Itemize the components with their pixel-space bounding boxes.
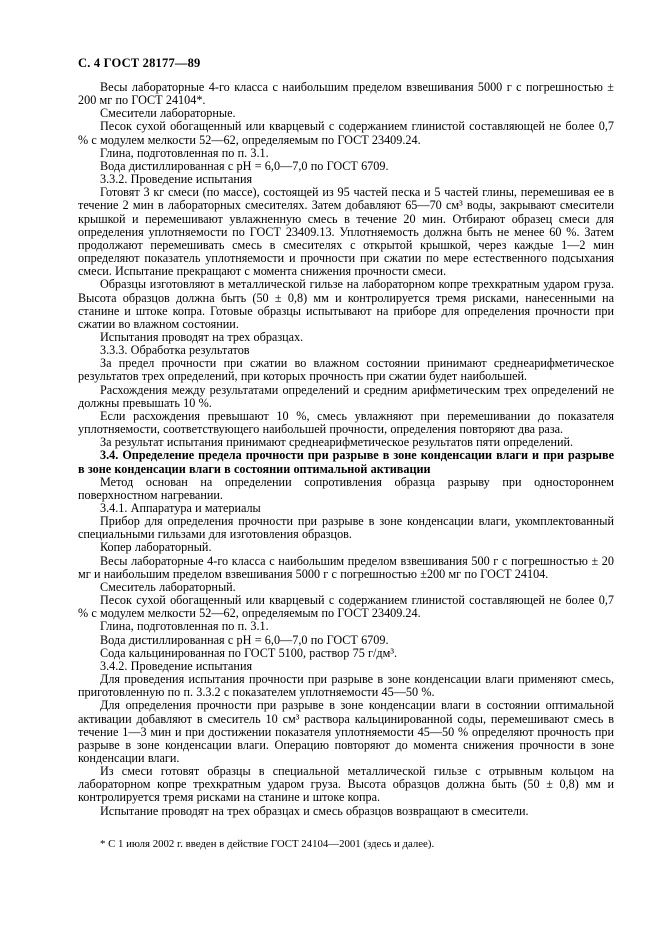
footnote: * С 1 июля 2002 г. введен в действие ГОСТ 24104—2001 (здесь и далее). — [100, 837, 435, 850]
page-header: С. 4 ГОСТ 28177—89 — [78, 56, 201, 70]
paragraph: Глина, подготовленная по п. 3.1. — [100, 619, 269, 634]
paragraph: Прибор для определения прочности при разрыве в зоне конденсации влаги, укомплектованный специальными гильзами для изготовления образцов. — [78, 514, 614, 542]
paragraph: Испытания проводят на трех образцах. — [100, 329, 304, 344]
paragraph: Вода дистиллированная с рН = 6,0—7,0 по ГОСТ 6709. — [100, 632, 389, 647]
paragraph: Метод основан на определении сопротивления образца разрыву при одностороннем поверхностном нагревании. — [78, 474, 614, 502]
paragraph: Весы лабораторные 4-го класса с наибольшим пределом взвешивания 500 г с погрешностью ± 20 мг и наибольшим пределом взвешивания 5000 г с погрешностью ±200 мг по ГОСТ 24104. — [78, 553, 614, 581]
paragraph: Вода дистиллированная с рН = 6,0—7,0 по ГОСТ 6709. — [100, 158, 389, 173]
paragraph: Образцы изготовляют в металлической гильзе на лабораторном копре трехкратным ударом груза. Высота образцов должна быть (50 ± 0,8) мм и контролируется тремя рисками, нанесенными на станине и штоке копра. Готовые образцы испытывают на приборе для определения прочности при сжатии во влажном состоянии. — [78, 277, 614, 331]
paragraph: Испытание проводят на трех образцах и смесь образцов возвращают в смесители. — [100, 803, 529, 818]
paragraph: Весы лабораторные 4-го класса с наибольшим пределом взвешивания 5000 г с погрешностью ± 200 мг по ГОСТ 24104*. — [78, 80, 614, 108]
paragraph: 3.3.2. Проведение испытания — [100, 172, 253, 187]
paragraph: 3.4.1. Аппаратура и материалы — [100, 501, 261, 515]
paragraph: 3.3.3. Обработка результатов — [100, 343, 250, 358]
paragraph: Смесители лабораторные. — [100, 106, 236, 121]
document-body — [78, 81, 614, 818]
paragraph: Глина, подготовленная по п. 3.1. — [100, 145, 269, 160]
paragraph: Копер лабораторный. — [100, 540, 212, 555]
paragraph: Сода кальцинированная по ГОСТ 5100, раствор 75 г/дм³. — [100, 645, 398, 660]
paragraph: Смеситель лабораторный. — [100, 579, 236, 594]
paragraph: Готовят 3 кг смеси (по массе), состоящей из 95 частей песка и 5 частей глины, перемешивая ее в течение 2 мин в лабораторных смесителях. Затем добавляют 65—70 см³ воды, закрывают смесители крышкой и перемешивают увлажненную смесь в течение 20 мин. Отбирают образец смеси для определения уплотняемости по ГОСТ 23409.13. Уплотняемость должна быть не менее 60 %. Затем продолжают перемешивать смесь в смесителях с открытой крышкой, через каждые 1—2 мин определяют показатель уплотняемости и прочности при сжатии по мере естественного подсыхания смеси. Испытание прекращают с момента снижения прочности смеси. — [78, 185, 614, 279]
paragraph: За результат испытания принимают среднеарифметическое результатов пяти определений. — [100, 435, 574, 450]
paragraph: Расхождения между результатами определений и средним арифметическим трех определений не должны превышать 10 %. — [78, 382, 614, 410]
footnote-block — [78, 834, 614, 851]
paragraph: Если расхождения превышают 10 %, смесь увлажняют при перемешивании до показателя уплотняемости, соответствующего наибольшей прочности, определения повторяют два раза. — [78, 408, 614, 437]
section-heading: 3.4. Определение предела прочности при разрыве в зоне конденсации влаги и при разрыве в зоне конденсации влаги в состоянии оптимальной активации — [78, 448, 614, 476]
paragraph: Для проведения испытания прочности при разрыве в зоне конденсации влаги применяют смесь, приготовленную по п. 3.3.2 с показателем уплотняемости 45—50 %. — [78, 672, 614, 700]
paragraph: Из смеси готовят образцы в специальной металлической гильзе с отрывным кольцом на лабораторном копре трехкратным ударом груза. Высота образцов должна быть (50 ± 0,8) мм и контролируется тремя рисками на станине и штоке копра. — [78, 764, 614, 805]
paragraph: За предел прочности при сжатии во влажном состоянии принимают среднеарифметическое результатов трех определений, при которых прочность при сжатии будет наибольшей. — [78, 356, 614, 384]
paragraph: Песок сухой обогащенный или кварцевый с содержанием глинистой составляющей не более 0,7 % с модулем мелкости 52—62, определяемым по ГОСТ 23409.24. — [78, 119, 614, 147]
paragraph: Для определения прочности при разрыве в зоне конденсации влаги в состоянии оптимальной активации добавляют в смеситель 10 см³ раствора кальцинированной соды, перемешивают смесь в течение 1—3 мин и при достижении показателя уплотняемости 45—50 % определяют прочность при разрыве в зоне конденсации влаги. Операцию повторяют до момента снижения прочности в зоне конденсации влаги. — [78, 698, 614, 765]
paragraph: 3.4.2. Проведение испытания — [100, 658, 253, 673]
paragraph: Песок сухой обогащенный или кварцевый с содержанием глинистой составляющей не более 0,7 % с модулем мелкости 52—62, определяемым по ГОСТ 23409.24. — [78, 593, 614, 621]
